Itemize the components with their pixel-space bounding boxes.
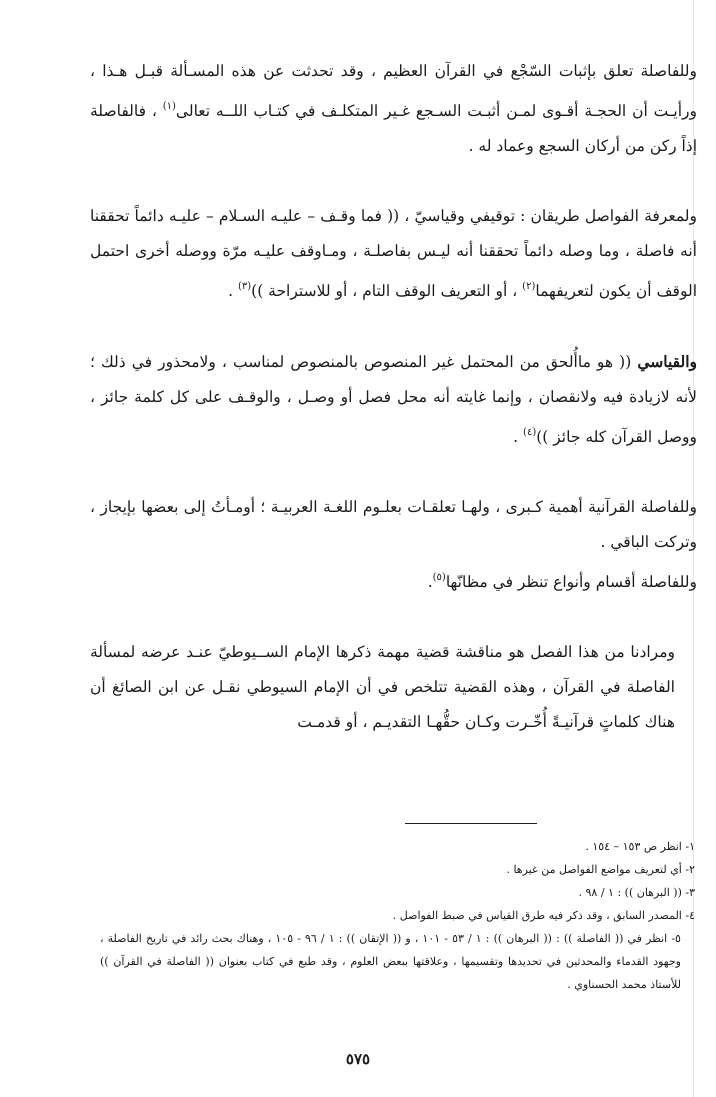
page-number: ٥٧٥ [345,1050,371,1068]
paragraph-6: ومرادنا من هذا الفصل هو مناقشة قضية مهمة ذكرها الإمام الســيوطيّ عنـد عرضه لمسألة الفاصلة في القرآن ، وهذه القضية تتلخص في أن الإمام السيوطي نقـل عن ابن الصائغ أن هناك كلماتٍ قرآنيـةً أُخّـرت وكـان حقُّهـا التقديـم ، أو قدمـت [90,643,675,731]
paragraph-2: ولمعرفة الفواصل طريقان : توقيفي وقياسيّ ، (( فما وقـف – عليـه السـلام – عليـه دائماً تحققنا أنه فاصلة ، وما وصله دائماً تحققنا أنه ليـس بفاصلـة ، ومـاوقف عليـه مرّة ووصله أخرى احتمل الوقف أن يكون لتعريفهما$^{(٢)}$ ، أو التعريف الوقف التام ، أو للاستراحة ))$^{(٣)}$ . [90,207,697,300]
footnotes [100,835,695,996]
paragraph-5: وللفاصلة أقسام وأنواع تنظر في مظانّها$^{(٥)}$. [427,572,697,591]
term-qiyasi: والقياسي [637,352,697,371]
footnote-4: ٤- المصدر السابق ، وقد ذكر فيه طرق القياس في ضبط الفواصل . [392,909,695,922]
footnote-separator [405,823,537,824]
main-text [90,54,697,740]
footnote-1: ١- انظر ص ١٥٣ – ١٥٤ . [585,840,695,853]
footnote-ref-3[interactable]: (٣) [237,281,252,292]
paragraph-3: والقياسي (( هو ماأُلحق من المحتمل غير المنصوص بالمنصوص لمناسب ، ولامحذور في ذلك ؛ لأنه لازيادة فيه ولانقصان ، وإنما غايته أنه محل فصل أو وصـل ، والوقـف على كل كلمة جائز ، ووصل القرآن كله جائز ))$^{(٤)}$ . [90,352,697,446]
footnote-5: ٥- انظر في (( الفاصلة )) : (( البرهان )) : ١ / ٥٣ - ١٠١ ، و (( الإتقان )) : ١ / ٩٦ - ١٠٥ ، وهناك بحث رائد في تاريخ الفاصلة ، وجهود القدماء والمحدثين في تحديدها وتقسيمها ، وعلاقتها ببعض العلوم ، وقد طبع في كتاب بعنوان (( الفاصلة في القرآن )) للأستاذ محمد الحسناوي . [100,932,681,991]
footnote-3: ٣- (( البرهان )) : ١ / ٩٨ . [578,886,695,899]
footnote-2: ٢- أي لتعريف مواضع الفواصل من غيرها . [506,863,695,876]
paragraph-4: وللفاصلة القرآنية أهمية كـبرى ، ولهـا تعلقـات بعلـوم اللغـة العربيـة ؛ أومـأتُ إلى بعضها بإيجاز ، وتركت الباقي . [90,498,697,551]
footnote-ref-2[interactable]: (٢) [522,281,536,292]
footnote-ref-4[interactable]: (٤) [523,427,537,438]
footnote-ref-5[interactable]: (٥) [432,572,446,583]
paragraph-1: وللفاصلة تعلق بإثبات السّجْع في القرآن العظيم ، وقد تحدثت عن هذه المسـألة قبـل هـذا ، ورأيـت أن الحجـة أقـوى لمـن أثبـت السـجع غـير المتكلـف في كتـاب اللــه تعالى$^{(١)}$ ، فالفاصلة إذاً ركن من أركان السجع وعماد له . [90,62,697,155]
footnote-ref-1[interactable]: (١) [162,101,176,112]
